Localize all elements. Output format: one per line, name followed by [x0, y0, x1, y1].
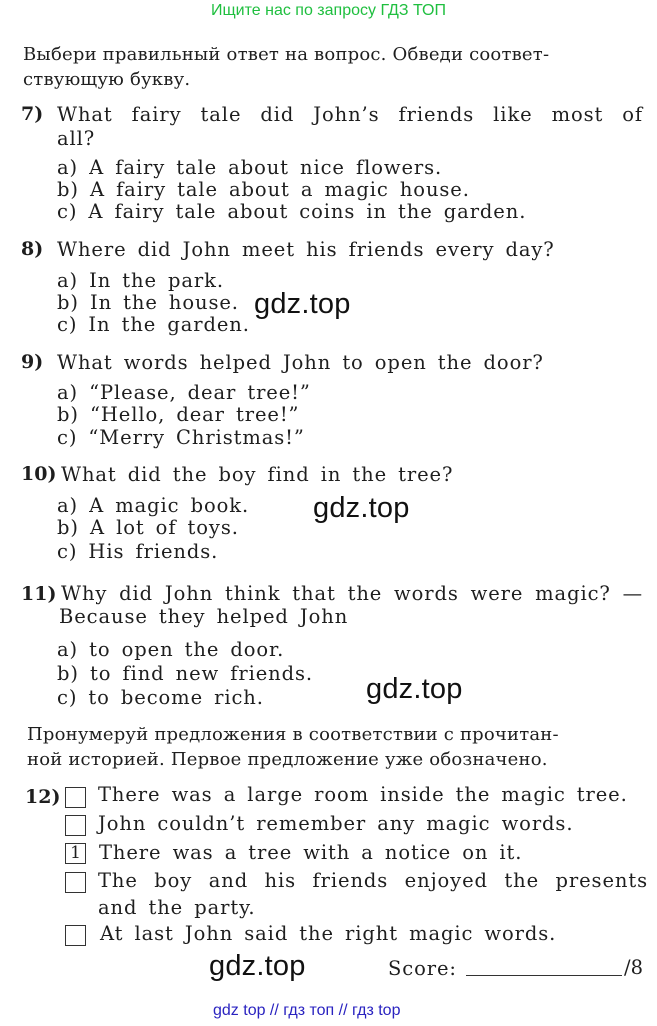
- question-number: 7): [21, 103, 44, 125]
- answer-option[interactable]: c) His friends.: [57, 540, 219, 563]
- answer-option[interactable]: a) A magic book.: [57, 494, 250, 517]
- task-instruction: [27, 722, 643, 772]
- watermark: gdz.top: [313, 492, 410, 524]
- instruction-line: Выбери правильный ответ на вопрос. Обведи соответ-: [23, 44, 550, 65]
- question-number: 11): [21, 583, 57, 605]
- answer-option[interactable]: c) “Merry Christmas!”: [57, 426, 305, 449]
- footer-links[interactable]: gdz top // гдз топ // гдз top: [213, 1002, 401, 1019]
- story-sentence: At last John said the right magic words.: [100, 922, 557, 945]
- task-instruction: [23, 42, 643, 92]
- answer-option[interactable]: b) A lot of toys.: [57, 516, 239, 539]
- question-number: 10): [21, 463, 57, 485]
- question-number: 12): [25, 786, 61, 808]
- question-text: Where did John meet his friends every day?: [57, 238, 555, 261]
- watermark: gdz.top: [254, 288, 351, 320]
- number-box[interactable]: [65, 815, 86, 836]
- score-label: Score:: [388, 957, 457, 980]
- question-text: What fairy tale did John’s friends like most of: [57, 103, 643, 126]
- score-total: /8: [624, 956, 643, 979]
- score-input-line[interactable]: [466, 975, 622, 976]
- story-sentence: The boy and his friends enjoyed the presents: [98, 869, 648, 892]
- story-sentence: There was a tree with a notice on it.: [99, 841, 523, 864]
- instruction-line: ной историей. Первое предложение уже обозначено.: [27, 749, 548, 770]
- answer-option[interactable]: a) In the park.: [57, 269, 224, 292]
- answer-option[interactable]: c) In the garden.: [57, 313, 250, 336]
- question-text: Because they helped John: [59, 605, 349, 628]
- number-box[interactable]: [65, 925, 86, 946]
- question-text: Why did John think that the words were magic? —: [61, 582, 643, 605]
- number-box[interactable]: 1: [65, 843, 86, 864]
- answer-option[interactable]: a) “Please, dear tree!”: [57, 381, 311, 404]
- question-number: 8): [21, 238, 44, 260]
- instruction-line: Пронумеруй предложения в соответствии с прочитан-: [27, 724, 559, 745]
- answer-option[interactable]: b) A fairy tale about a magic house.: [57, 178, 470, 201]
- answer-option[interactable]: a) to open the door.: [57, 638, 285, 661]
- watermark: gdz.top: [209, 950, 306, 982]
- answer-option[interactable]: b) to find new friends.: [57, 662, 314, 685]
- story-sentence: and the party.: [98, 896, 256, 919]
- number-box[interactable]: [65, 872, 86, 893]
- story-sentence: John couldn’t remember any magic words.: [98, 812, 574, 835]
- watermark: gdz.top: [366, 673, 463, 705]
- question-text: all?: [57, 127, 96, 150]
- answer-option[interactable]: a) A fairy tale about nice flowers.: [57, 156, 443, 179]
- instruction-line: ствующую букву.: [23, 69, 191, 90]
- header-search-link[interactable]: Ищите нас по запросу ГДЗ ТОП: [211, 2, 446, 19]
- question-text: What did the boy find in the tree?: [61, 463, 454, 486]
- story-sentence: There was a large room inside the magic tree.: [98, 783, 628, 806]
- answer-option[interactable]: b) “Hello, dear tree!”: [57, 403, 300, 426]
- number-box[interactable]: [65, 787, 86, 808]
- answer-option[interactable]: c) to become rich.: [57, 686, 264, 709]
- answer-option[interactable]: c) A fairy tale about coins in the garden.: [57, 200, 527, 223]
- answer-option[interactable]: b) In the house.: [57, 291, 239, 314]
- question-text: What words helped John to open the door?: [57, 351, 544, 374]
- question-number: 9): [21, 351, 44, 373]
